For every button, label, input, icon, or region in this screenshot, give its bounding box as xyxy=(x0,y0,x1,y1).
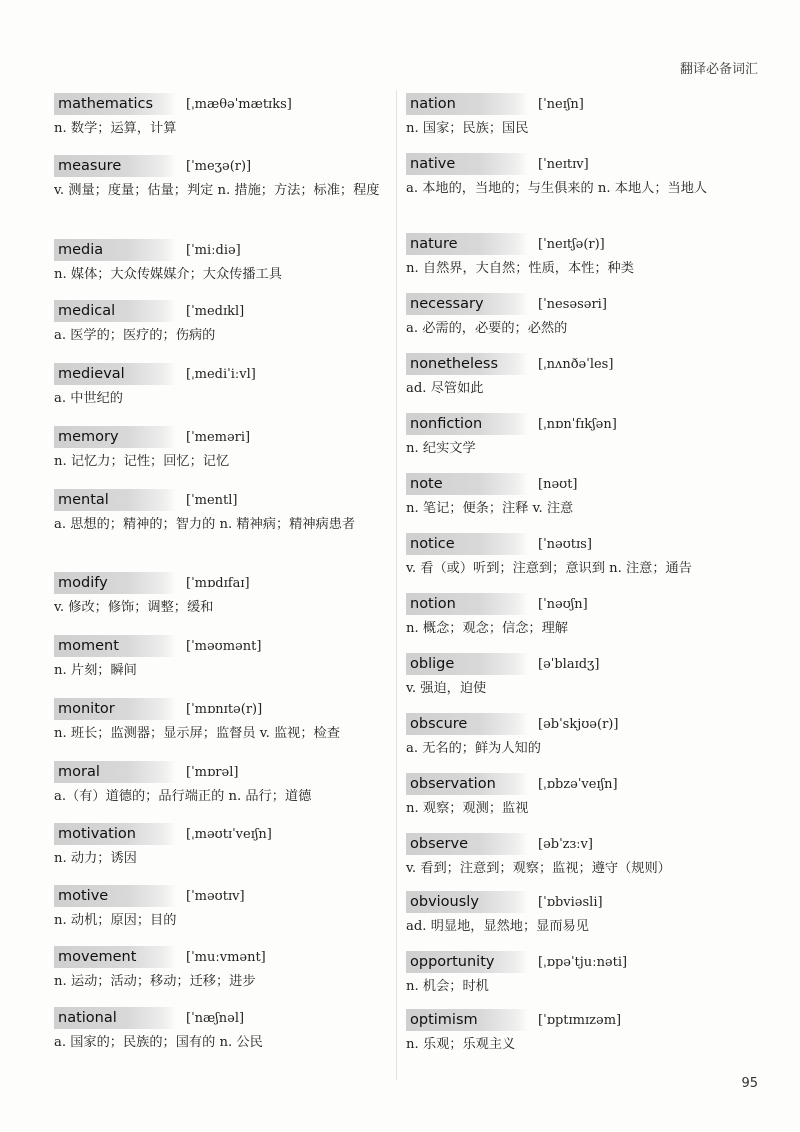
definition: v. 测量；度量；估量；判定 n. 措施；方法；标准；程度 xyxy=(54,183,380,198)
word-row xyxy=(406,1009,744,1031)
headword: movement xyxy=(54,946,176,968)
definition: v. 强迫，迫使 xyxy=(406,681,487,696)
vocab-entry xyxy=(54,635,392,681)
definition: n. 乐观；乐观主义 xyxy=(406,1037,516,1052)
vocab-entry xyxy=(406,473,744,519)
phonetic: [ˈneɪʃn] xyxy=(538,96,584,112)
vocab-entry xyxy=(406,153,744,199)
word-row xyxy=(406,413,744,435)
headword: mental xyxy=(54,489,176,511)
headword: notice xyxy=(406,533,528,555)
definition: n. 笔记；便条；注释 v. 注意 xyxy=(406,501,574,516)
phonetic: [ˌmediˈiːvl] xyxy=(186,366,256,382)
definition: a. 中世纪的 xyxy=(54,391,123,406)
word-row xyxy=(406,773,744,795)
word-row xyxy=(406,233,744,255)
vocab-entry xyxy=(406,773,744,819)
word-row xyxy=(54,823,392,845)
headword: note xyxy=(406,473,528,495)
phonetic: [ˌməʊtɪˈveɪʃn] xyxy=(186,826,272,842)
definition: n. 机会；时机 xyxy=(406,979,489,994)
phonetic: [əbˈskjʊə(r)] xyxy=(538,716,619,732)
vocab-entry xyxy=(406,233,744,279)
vocab-entry xyxy=(54,823,392,869)
phonetic: [nəʊt] xyxy=(538,476,578,492)
vocab-entry xyxy=(406,653,744,699)
headword: moral xyxy=(54,761,176,783)
vocab-entry xyxy=(406,713,744,759)
definition: ad. 明显地，显然地；显而易见 xyxy=(406,919,589,934)
definition: a. 思想的；精神的；智力的 n. 精神病；精神病患者 xyxy=(54,517,356,532)
word-row xyxy=(54,761,392,783)
phonetic: [ˈnesəsəri] xyxy=(538,296,607,312)
word-row xyxy=(54,239,392,261)
definition: n. 概念；观念；信念；理解 xyxy=(406,621,568,636)
word-row xyxy=(406,353,744,375)
vocab-entry xyxy=(54,155,392,201)
headword: medieval xyxy=(54,363,176,385)
phonetic: [ˈnəʊʃn] xyxy=(538,596,588,612)
vocab-entry xyxy=(406,413,744,459)
word-row xyxy=(406,153,744,175)
headword: oblige xyxy=(406,653,528,675)
phonetic: [ˈneɪtɪv] xyxy=(538,156,589,172)
vocab-entry xyxy=(406,1009,744,1055)
phonetic: [əˈblaɪdʒ] xyxy=(538,656,600,672)
phonetic: [ˈmeʒə(r)] xyxy=(186,158,252,174)
headword: observe xyxy=(406,833,528,855)
definition: a.（有）道德的；品行端正的 n. 品行；道德 xyxy=(54,789,312,804)
definition: n. 动机；原因；目的 xyxy=(54,913,177,928)
definition: n. 记忆力；记性；回忆；记忆 xyxy=(54,454,230,469)
headword: notion xyxy=(406,593,528,615)
vocab-entry xyxy=(406,293,744,339)
vocab-entry xyxy=(54,93,392,139)
headword: nation xyxy=(406,93,528,115)
definition: a. 国家的；民族的；国有的 n. 公民 xyxy=(54,1035,263,1050)
phonetic: [əbˈzɜːv] xyxy=(538,836,593,852)
phonetic: [ˌɒbzəˈveɪʃn] xyxy=(538,776,618,792)
headword: measure xyxy=(54,155,176,177)
vocab-entry xyxy=(54,300,392,346)
definition: n. 片刻；瞬间 xyxy=(54,663,137,678)
vocab-entry xyxy=(54,489,392,535)
headword: obscure xyxy=(406,713,528,735)
word-row xyxy=(54,572,392,594)
word-row xyxy=(406,293,744,315)
word-row xyxy=(54,1007,392,1029)
phonetic: [ˌmæθəˈmætɪks] xyxy=(186,96,292,112)
headword: nonetheless xyxy=(406,353,528,375)
vocab-entry xyxy=(54,1007,392,1053)
phonetic: [ˈmentl] xyxy=(186,492,238,508)
word-row xyxy=(54,698,392,720)
word-row xyxy=(54,155,392,177)
word-row xyxy=(406,951,744,973)
vocab-entry xyxy=(54,239,392,285)
phonetic: [ˈməʊtɪv] xyxy=(186,888,245,904)
definition: n. 观察；观测；监视 xyxy=(406,801,529,816)
phonetic: [ˌɒpəˈtjuːnəti] xyxy=(538,954,628,970)
definition: n. 纪实文学 xyxy=(406,441,476,456)
phonetic: [ˈmeməri] xyxy=(186,429,251,445)
word-row xyxy=(54,489,392,511)
headword: nature xyxy=(406,233,528,255)
page-number: 95 xyxy=(741,1076,758,1091)
definition: a. 无名的；鲜为人知的 xyxy=(406,741,541,756)
definition: n. 班长；监测器；显示屏；监督员 v. 监视；检查 xyxy=(54,726,340,741)
headword: opportunity xyxy=(406,951,528,973)
definition: v. 看到；注意到；观察；监视；遵守（规则） xyxy=(406,861,671,876)
word-row xyxy=(54,635,392,657)
phonetic: [ˈmɒrəl] xyxy=(186,764,239,780)
headword: monitor xyxy=(54,698,176,720)
headword: moment xyxy=(54,635,176,657)
definition: v. 看（或）听到；注意到；意识到 n. 注意；通告 xyxy=(406,561,692,576)
word-row xyxy=(406,713,744,735)
vocab-entry xyxy=(54,363,392,409)
word-row xyxy=(406,473,744,495)
phonetic: [ˈɒptɪmɪzəm] xyxy=(538,1012,622,1028)
phonetic: [ˌnʌnðəˈles] xyxy=(538,356,614,372)
headword: national xyxy=(54,1007,176,1029)
phonetic: [ˈnæʃnəl] xyxy=(186,1010,245,1026)
phonetic: [ˌnɒnˈfɪkʃən] xyxy=(538,416,617,432)
definition: a. 本地的，当地的；与生俱来的 n. 本地人；当地人 xyxy=(406,181,708,196)
phonetic: [ˈɒbviəsli] xyxy=(538,894,603,910)
phonetic: [ˈmɒdɪfaɪ] xyxy=(186,575,250,591)
headword: motivation xyxy=(54,823,176,845)
word-row xyxy=(54,300,392,322)
word-row xyxy=(54,363,392,385)
vocab-entry xyxy=(54,698,392,744)
vocab-entry xyxy=(406,951,744,997)
vocab-entry xyxy=(54,946,392,992)
definition: n. 动力；诱因 xyxy=(54,851,137,866)
headword: necessary xyxy=(406,293,528,315)
headword: media xyxy=(54,239,176,261)
vocab-entry xyxy=(54,572,392,618)
definition: a. 医学的；医疗的；伤病的 xyxy=(54,328,216,343)
definition: n. 国家；民族；国民 xyxy=(406,121,529,136)
headword: modify xyxy=(54,572,176,594)
word-row xyxy=(406,653,744,675)
definition: n. 媒体；大众传媒媒介；大众传播工具 xyxy=(54,267,282,282)
definition: n. 运动；活动；移动；迁移；进步 xyxy=(54,974,256,989)
definition: a. 必需的，必要的；必然的 xyxy=(406,321,568,336)
phonetic: [ˈmuːvmənt] xyxy=(186,949,266,965)
word-row xyxy=(406,593,744,615)
vocab-entry xyxy=(406,533,744,579)
definition: ad. 尽管如此 xyxy=(406,381,484,396)
vocab-entry xyxy=(406,93,744,139)
column-divider xyxy=(396,90,397,1080)
running-header: 翻译必备词汇 xyxy=(679,62,758,77)
headword: motive xyxy=(54,885,176,907)
headword: native xyxy=(406,153,528,175)
vocab-entry xyxy=(54,885,392,931)
word-row xyxy=(406,533,744,555)
word-row xyxy=(406,891,744,913)
word-row xyxy=(54,426,392,448)
headword: observation xyxy=(406,773,528,795)
vocab-entry xyxy=(406,593,744,639)
word-row xyxy=(406,833,744,855)
vocab-entry xyxy=(406,891,744,937)
phonetic: [ˈmedɪkl] xyxy=(186,303,245,319)
definition: n. 自然界，大自然；性质，本性；种类 xyxy=(406,261,634,276)
vocab-entry xyxy=(54,426,392,472)
headword: memory xyxy=(54,426,176,448)
phonetic: [ˈmiːdiə] xyxy=(186,242,241,258)
word-row xyxy=(54,93,392,115)
word-row xyxy=(54,946,392,968)
phonetic: [ˈneɪtʃə(r)] xyxy=(538,236,605,252)
definition: n. 数学；运算，计算 xyxy=(54,121,177,136)
phonetic: [ˈməʊmənt] xyxy=(186,638,262,654)
headword: medical xyxy=(54,300,176,322)
vocab-entry xyxy=(406,353,744,399)
word-row xyxy=(54,885,392,907)
definition: v. 修改；修饰；调整；缓和 xyxy=(54,600,214,615)
vocab-entry xyxy=(54,761,392,807)
vocab-entry xyxy=(406,833,744,879)
headword: mathematics xyxy=(54,93,176,115)
headword: optimism xyxy=(406,1009,528,1031)
phonetic: [ˈmɒnɪtə(r)] xyxy=(186,701,263,717)
word-row xyxy=(406,93,744,115)
headword: obviously xyxy=(406,891,528,913)
headword: nonfiction xyxy=(406,413,528,435)
phonetic: [ˈnəʊtɪs] xyxy=(538,536,592,552)
